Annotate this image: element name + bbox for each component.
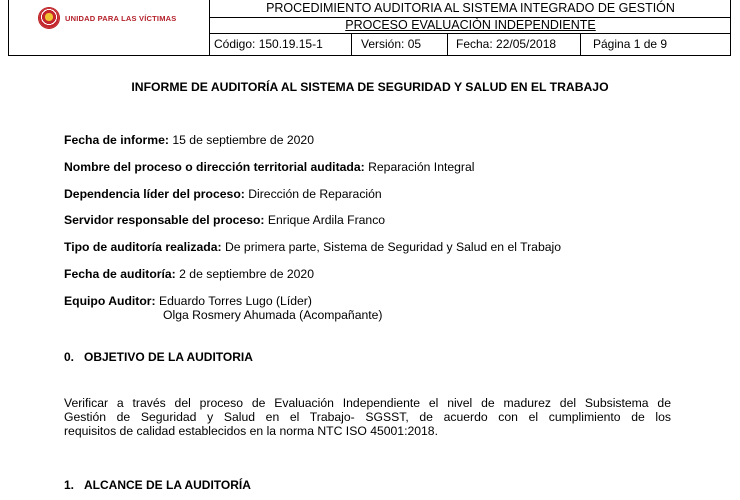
field-audit-type: Tipo de auditoría realizada: De primera parte, Sistema de Seguridad y Salud en el Trabajo: [64, 240, 561, 254]
document-version: Versión: 05: [352, 34, 448, 55]
page-number: Página 1 de 9: [593, 37, 668, 51]
procedure-title: PROCEDIMIENTO AUDITORIA AL SISTEMA INTEGRADO DE GESTIÓN: [210, 0, 731, 18]
document-code: Código: 150.19.15-1: [210, 34, 352, 55]
objective-line: requisitos de calidad establecidos en la norma NTC ISO 45001:2018.: [64, 424, 438, 438]
field-process-name: Nombre del proceso o dirección territorial auditada: Reparación Integral: [64, 160, 475, 174]
process-title: PROCESO EVALUACIÒN INDEPENDIENTE: [345, 18, 596, 32]
objective-paragraph: [64, 396, 671, 438]
field-audit-team: Equipo Auditor: Eduardo Torres Lugo (Líder): [64, 294, 312, 308]
document-header: [8, 0, 731, 56]
section-scope-heading: 1. ALCANCE DE LA AUDITORÍA: [64, 478, 251, 492]
section-objective-heading: 0. OBJETIVO DE LA AUDITORIA: [64, 350, 253, 364]
colombia-seal-icon: [39, 8, 59, 28]
unidad-victimas-logo: [39, 8, 176, 28]
document-control-row: [210, 33, 731, 55]
field-audit-date: Fecha de auditoría: 2 de septiembre de 2020: [64, 267, 314, 281]
objective-line: Verificar a través del proceso de Evaluación Independiente el nivel de madurez del Subsistema de: [64, 396, 671, 410]
logo-text: UNIDAD PARA LAS VÍCTIMAS: [65, 13, 177, 23]
field-report-date: Fecha de informe: 15 de septiembre de 2020: [64, 133, 314, 147]
document-date: Fecha: 22/05/2018: [448, 34, 581, 55]
field-responsible-officer: Servidor responsable del proceso: Enrique Ardila Franco: [64, 213, 386, 227]
field-lead-dependency: Dependencia líder del proceso: Dirección de Reparación: [64, 187, 382, 201]
logo-cell: [9, 0, 210, 55]
objective-line: Gestión de Seguridad y Salud en el Trabajo- SGSST, de acuerdo con el cumplimiento de los: [64, 410, 671, 424]
auditor-companion: Olga Rosmery Ahumada (Acompañante): [163, 308, 383, 322]
report-title: INFORME DE AUDITORÍA AL SISTEMA DE SEGURIDAD Y SALUD EN EL TRABAJO: [131, 80, 609, 94]
